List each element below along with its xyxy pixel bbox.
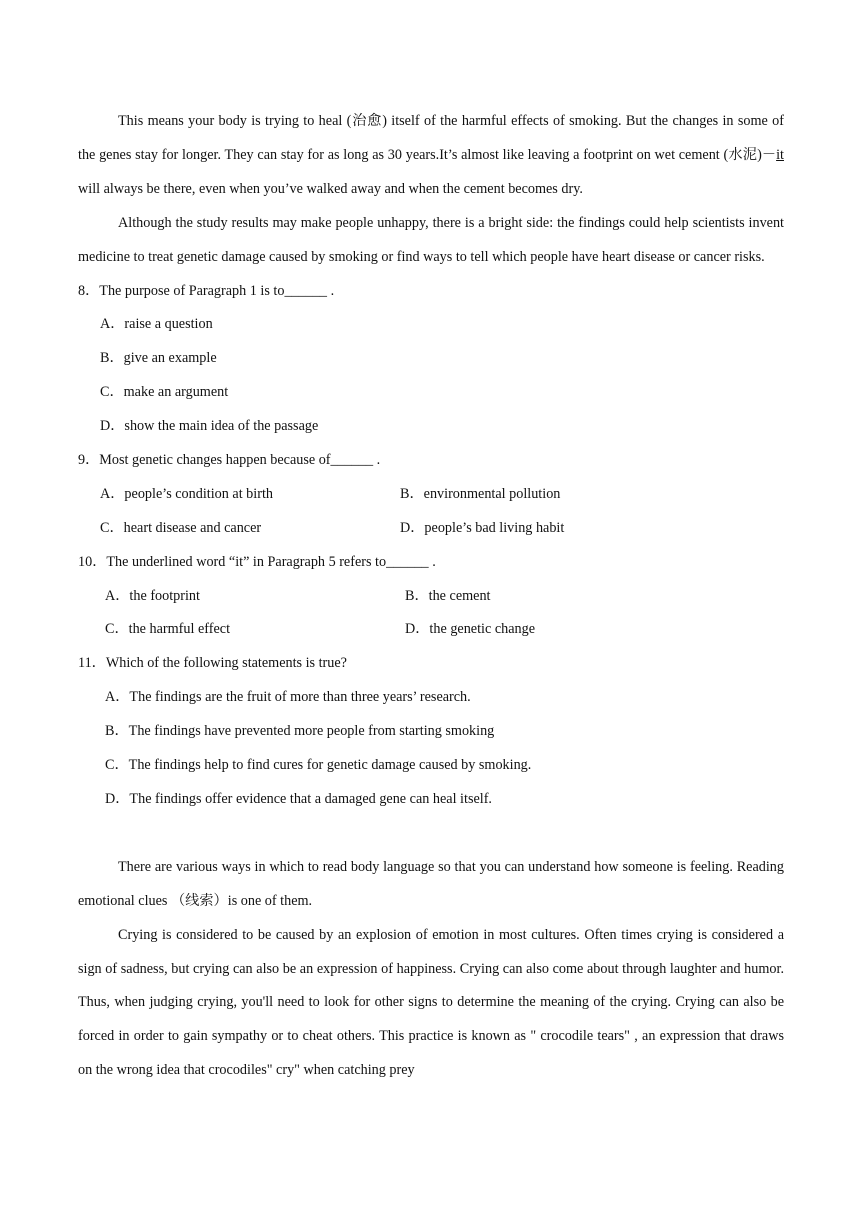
question-8-option-c: C．make an argument [100,384,229,401]
question-10-stem: 10．The underlined word “it” in Paragraph 5 refers to______ . [78,553,436,570]
text-run: )－ [757,146,777,163]
passage1-paragraph1 [78,105,784,207]
question-9-options-row-2 [78,512,784,546]
question-11-stem: 11．Which of the following statements is true? [78,655,347,672]
underlined-word-it: it [776,146,784,163]
question-9-option-c: C．heart disease and cancer [100,519,262,536]
question-11-option-c: C．The findings help to find cures for genetic damage caused by smoking. [105,757,532,773]
question-10-option-c: C．the harmful effect [105,621,231,638]
question-8-option-a: A．raise a question [100,316,213,333]
question-9-option-d: D．people’s bad living habit [400,519,565,536]
passage2-paragraph2: Crying is considered to be caused by an explosion of emotion in most cultures. Often times crying is considered a sign of sadness, but crying can also be an expression of happiness. Crying can also come about through laughter and humor. Thus, when judging crying, you'll need to look for other signs to determine the meaning of the crying. Crying can also be forced in order to gain sympathy or to cheat others. This practice is known as " crocodile tears" , an expression that draws on the wrong idea that crocodiles" cry" when catching prey [78,926,784,1079]
section-spacer [78,817,784,851]
question-10-options-row-1 [78,580,784,614]
text-run: will always be there, even when you’ve walked away and when the cement becomes dry. [78,180,583,197]
question-10-option-d: D．the genetic change [405,621,535,638]
question-9-option-b: B．environmental pollution [400,485,561,502]
passage1-paragraph2: Although the study results may make people unhappy, there is a bright side: the findings could help scientists invent medicine to treat genetic damage caused by smoking or find ways to tell which people have heart disease or cancer risks. [78,214,784,265]
chinese-gloss-clues: （线索） [170,892,228,909]
question-8-stem: 8．The purpose of Paragraph 1 is to______ . [78,282,335,299]
question-10-options-row-2 [78,613,784,647]
text-run: There are various ways in which to read body language so that you can understand how someone is feeling. Reading emotional clues [78,858,784,909]
question-8-option-d: D．show the main idea of the passage [100,418,319,435]
chinese-gloss-heal: 治愈 [351,113,383,129]
question-9-options-row-1 [78,478,784,512]
chinese-gloss-cement: 水泥 [728,146,758,163]
question-9-option-a: A．people’s condition at birth [100,485,273,502]
question-11-option-a: A．The findings are the fruit of more than three years’ research. [105,689,471,706]
question-10-option-a: A．the footprint [105,587,200,604]
question-9-stem: 9．Most genetic changes happen because of______ . [78,451,381,468]
text-run: is one of them. [227,892,313,909]
text-run: This means your body is trying to heal ( [118,113,352,129]
passage2-paragraph1 [78,851,784,919]
question-8-option-b: B．give an example [100,350,217,367]
question-10-option-b: B．the cement [405,587,491,604]
document-page [78,105,784,1088]
text-run: ) itself of the harmful effects of smoking. But the changes in some of the genes stay for longer. They can stay for as long as 30 years.It’s almost like leaving a footprint on wet cement ( [78,113,784,163]
question-11-option-b: B．The findings have prevented more people from starting smoking [105,723,495,740]
question-11-option-d: D．The findings offer evidence that a damaged gene can heal itself. [105,790,492,807]
